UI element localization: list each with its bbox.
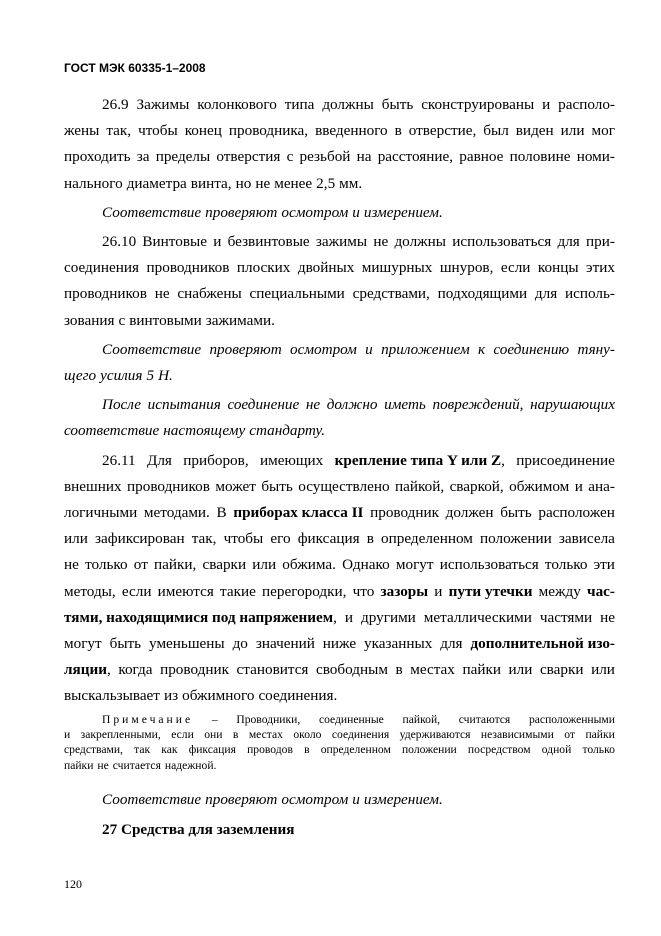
paragraph-26-10 xyxy=(64,229,615,334)
word: около xyxy=(293,728,322,742)
word: независимыми xyxy=(480,728,554,742)
word: определенном xyxy=(381,530,473,548)
text-line xyxy=(64,500,615,526)
text-line xyxy=(64,171,615,197)
word: пайки xyxy=(462,661,501,679)
word: не xyxy=(97,758,109,772)
word: как xyxy=(161,743,178,757)
word: должно xyxy=(326,396,378,414)
word: измерением. xyxy=(363,203,443,221)
word: мишурных xyxy=(361,259,433,277)
word: соединению xyxy=(493,340,570,358)
word: отверстия xyxy=(216,148,281,166)
word: быть xyxy=(500,504,532,522)
word: только xyxy=(582,743,615,757)
word: так, xyxy=(106,122,132,140)
word: отверстие, xyxy=(408,122,477,140)
word: значений xyxy=(255,635,315,653)
defined-term: час- xyxy=(587,582,615,600)
defined-term: приборах класса II xyxy=(233,504,364,522)
word: посредством xyxy=(467,743,531,757)
word: усилия xyxy=(100,367,143,385)
word: обжимного xyxy=(182,687,255,705)
text-line xyxy=(64,281,615,307)
word: конец xyxy=(184,122,222,140)
word: специальными xyxy=(249,285,345,303)
word: определенном xyxy=(320,743,391,757)
word: использоваться xyxy=(439,556,539,574)
word: или xyxy=(591,661,615,679)
word: металлическими xyxy=(423,608,532,626)
word: настоящему xyxy=(163,422,246,440)
word: обжима. xyxy=(282,556,336,574)
word: этих xyxy=(586,259,615,277)
word: для xyxy=(534,285,558,303)
word: ана- xyxy=(588,477,615,495)
word: методами. xyxy=(143,504,210,522)
text-line xyxy=(64,683,615,709)
word: зажимами. xyxy=(205,311,275,329)
word: имеющих xyxy=(260,451,324,469)
word: надежной. xyxy=(164,758,217,772)
word: уменьшены xyxy=(149,635,225,653)
word: соединенные xyxy=(318,712,384,726)
word: к xyxy=(478,340,486,358)
word: выскальзывает xyxy=(64,687,160,705)
word: В xyxy=(216,504,227,522)
word: от xyxy=(564,728,575,742)
word: тяну- xyxy=(577,340,615,358)
word: зафиксирован xyxy=(94,530,185,548)
punctuation: , xyxy=(501,451,505,469)
word: шнуров, xyxy=(439,259,494,277)
word: быть xyxy=(381,96,414,113)
word: не xyxy=(600,608,615,626)
word: осмотром xyxy=(281,203,349,221)
word: приложением xyxy=(381,340,470,358)
text-line xyxy=(64,144,615,170)
text-line xyxy=(64,255,615,281)
word: может xyxy=(215,477,256,495)
word: местах xyxy=(410,661,455,679)
text-line xyxy=(64,229,615,255)
word: частями xyxy=(539,608,593,626)
word: проверяют xyxy=(205,203,278,221)
text-line xyxy=(64,727,615,742)
word: 2,5 xyxy=(316,174,336,192)
word: для xyxy=(557,233,580,251)
word: или xyxy=(252,556,277,574)
word: свободным xyxy=(315,661,388,679)
word: исполь- xyxy=(565,285,615,303)
word: на xyxy=(356,148,372,166)
word: перегородки, xyxy=(262,582,347,600)
word: должны xyxy=(322,96,374,113)
word: пределы xyxy=(155,148,211,166)
word: имеются xyxy=(157,582,214,600)
word: положении xyxy=(480,530,552,548)
word: Зажимы xyxy=(136,96,190,113)
text-line xyxy=(64,200,615,226)
word: считаются xyxy=(458,712,511,726)
word: нарушающих xyxy=(530,396,615,414)
word: если xyxy=(121,582,152,600)
paragraph-26-11 xyxy=(64,448,615,710)
word: осмотром xyxy=(281,791,349,809)
text-line xyxy=(64,526,615,552)
document-body xyxy=(64,92,615,843)
word: использоваться xyxy=(452,233,552,251)
text-line xyxy=(64,712,615,727)
defined-term: крепление типа Y или Z xyxy=(334,451,502,469)
word: средствами, xyxy=(352,285,430,303)
word: Соответствие xyxy=(102,340,202,358)
word: обжимом xyxy=(509,477,570,495)
word: не xyxy=(255,174,271,192)
word: Соответствие xyxy=(102,203,202,221)
word: если xyxy=(171,728,194,742)
word: так xyxy=(134,743,151,757)
defined-term: зазоры xyxy=(380,582,429,600)
word: мог xyxy=(591,122,615,140)
word: и xyxy=(213,233,222,251)
text-line xyxy=(64,474,615,500)
punctuation: , xyxy=(107,661,111,679)
word: иметь xyxy=(384,396,426,414)
word: логичными xyxy=(64,504,138,522)
word: с xyxy=(286,148,294,166)
word: указанных xyxy=(364,635,433,653)
word: удерживаются xyxy=(399,728,471,742)
word: и xyxy=(574,477,583,495)
word: резьбой xyxy=(299,148,351,166)
word: мм. xyxy=(339,174,363,192)
word: сварки xyxy=(202,556,247,574)
word: плоских xyxy=(236,259,291,277)
word: его xyxy=(270,530,291,548)
word: фиксация xyxy=(297,530,360,548)
text-line xyxy=(64,363,615,389)
word: и xyxy=(434,582,443,600)
word: – xyxy=(211,712,218,726)
paragraph-26-9 xyxy=(64,92,615,197)
text-line xyxy=(64,742,615,757)
word: Однако xyxy=(342,556,390,574)
word: не xyxy=(64,556,79,574)
word: считается xyxy=(112,758,161,772)
word: 26.9 xyxy=(102,96,129,113)
word: становится xyxy=(236,661,309,679)
word: ниже xyxy=(322,635,357,653)
word: только xyxy=(85,556,128,574)
word: винта, xyxy=(190,174,232,192)
word: сваркой, xyxy=(449,477,504,495)
word: так, xyxy=(191,530,217,548)
word: или xyxy=(560,122,585,140)
word: когда xyxy=(118,661,153,679)
word: пайкой, xyxy=(402,712,441,726)
word: при- xyxy=(586,233,615,251)
word: могут xyxy=(395,556,434,574)
word: из xyxy=(163,687,179,705)
section-heading: 27 Средства для заземления xyxy=(102,820,295,838)
text-line xyxy=(64,579,615,605)
word: Винтовые xyxy=(142,233,207,251)
word: щего xyxy=(64,367,97,385)
word: местах xyxy=(248,728,283,742)
text-line xyxy=(64,118,615,144)
word: соединения. xyxy=(258,687,338,705)
word: Для xyxy=(146,451,172,469)
text-line xyxy=(64,392,615,418)
word: чтобы xyxy=(223,530,264,548)
word: концы xyxy=(537,259,579,277)
text-line xyxy=(64,758,615,773)
word: не xyxy=(305,396,321,414)
word: соединения xyxy=(64,259,140,277)
word: менее xyxy=(274,174,313,192)
word: жены xyxy=(64,122,100,140)
compliance-26-9 xyxy=(64,200,615,226)
word: могут xyxy=(64,635,102,653)
word: соответствие xyxy=(64,422,160,440)
word: расположенными xyxy=(528,712,615,726)
word: сварки xyxy=(539,661,584,679)
word: если xyxy=(500,259,531,277)
word: чтобы xyxy=(138,122,178,140)
word: что xyxy=(352,582,375,600)
word xyxy=(64,605,337,631)
word: проводников xyxy=(146,259,230,277)
word: быть xyxy=(261,477,293,495)
word: Соответствие xyxy=(102,791,202,809)
word: быть xyxy=(109,635,142,653)
word: диаметра xyxy=(126,174,187,192)
word: 26.10 xyxy=(102,233,137,251)
word: введенного xyxy=(315,122,388,140)
word: типа xyxy=(284,96,315,113)
word: и xyxy=(64,728,71,742)
word: зависела xyxy=(558,530,615,548)
word: пайки xyxy=(64,758,94,772)
word: пайки xyxy=(585,728,615,742)
word: пайки, xyxy=(154,556,197,574)
word: зования xyxy=(64,311,115,329)
word: проходить xyxy=(64,148,131,166)
word: располо- xyxy=(558,96,615,113)
word: После xyxy=(102,396,142,414)
word: безвинтовые xyxy=(227,233,310,251)
word: измерением. xyxy=(363,791,443,809)
text-line xyxy=(64,657,615,683)
word: для xyxy=(440,635,463,653)
word: колонкового xyxy=(197,96,277,113)
word: проводов xyxy=(247,743,293,757)
defined-term: пути утечки xyxy=(448,582,533,600)
word: и xyxy=(352,791,360,809)
text-line xyxy=(64,337,615,363)
word: от xyxy=(133,556,148,574)
word: в xyxy=(304,743,310,757)
word: одной xyxy=(541,743,572,757)
word: зажимы xyxy=(315,233,368,251)
defined-term: дополнительной изо- xyxy=(470,635,615,653)
text-line xyxy=(64,448,615,474)
word: до xyxy=(232,635,248,653)
word: Проводники, xyxy=(236,712,301,726)
word: с xyxy=(118,311,126,329)
word: и xyxy=(352,203,360,221)
word: проводник xyxy=(370,504,439,522)
word: винтовыми xyxy=(129,311,202,329)
word: и xyxy=(344,608,354,626)
word: методы, xyxy=(64,582,116,600)
compliance-26-10-a xyxy=(64,337,615,389)
word: половине xyxy=(509,148,571,166)
word: Н. xyxy=(158,367,173,385)
text-line xyxy=(64,631,615,657)
word: должен xyxy=(445,504,494,522)
word: не xyxy=(373,233,389,251)
word: виден xyxy=(515,122,554,140)
word: должны xyxy=(394,233,446,251)
note-label: Примечание xyxy=(102,712,194,726)
word: сконструированы xyxy=(421,96,535,113)
text-line xyxy=(64,605,615,631)
word: проводников xyxy=(64,285,147,303)
word: проводник xyxy=(160,661,229,679)
text-line xyxy=(64,552,615,578)
word: в xyxy=(394,122,402,140)
word: закрепленными, xyxy=(80,728,161,742)
text-line xyxy=(64,787,615,813)
page-number: 120 xyxy=(64,877,82,891)
word: снабжены xyxy=(177,285,242,303)
word xyxy=(64,657,111,683)
word: проверяют xyxy=(205,791,278,809)
word: в xyxy=(366,530,374,548)
word: внешних xyxy=(64,477,122,495)
word: номи- xyxy=(576,148,615,166)
word: расположен xyxy=(538,504,615,522)
document-header: ГОСТ МЭК 60335-1–2008 xyxy=(64,61,206,75)
text-line xyxy=(64,308,615,334)
word: и xyxy=(365,340,373,358)
punctuation: , xyxy=(333,608,337,626)
text-line xyxy=(64,418,615,444)
word: расстояние, xyxy=(377,148,454,166)
word: эти xyxy=(593,556,615,574)
word: и xyxy=(542,96,551,113)
word: только xyxy=(544,556,588,574)
word: в xyxy=(232,728,239,742)
word: повреждений, xyxy=(432,396,524,414)
word: соединение xyxy=(227,396,300,414)
word: средствами, xyxy=(64,743,123,757)
word: подходящими xyxy=(437,285,528,303)
word: за xyxy=(136,148,150,166)
word: был xyxy=(483,122,509,140)
word: фиксация xyxy=(188,743,236,757)
word: нального xyxy=(64,174,123,192)
word: или xyxy=(508,661,533,679)
word: другими xyxy=(361,608,416,626)
word: пайкой, xyxy=(395,477,445,495)
word: 26.11 xyxy=(102,451,136,469)
defined-term: тями, находящимися под напряжением xyxy=(64,608,334,626)
word: они xyxy=(204,728,223,742)
note-block xyxy=(64,712,615,774)
word: проводников xyxy=(127,477,210,495)
word: но xyxy=(235,174,252,192)
word: проверяют xyxy=(209,340,282,358)
word: такие xyxy=(220,582,256,600)
word: положении xyxy=(401,743,457,757)
word: проводника, xyxy=(228,122,309,140)
compliance-26-11 xyxy=(64,787,615,813)
word: осуществлено xyxy=(298,477,390,495)
word: испытания xyxy=(147,396,221,414)
word xyxy=(335,448,505,474)
word: стандарту. xyxy=(249,422,326,440)
word: приборов, xyxy=(183,451,249,469)
word: двойных xyxy=(297,259,355,277)
word: между xyxy=(538,582,581,600)
word: или xyxy=(64,530,88,548)
word: присоединение xyxy=(516,451,615,469)
word: в xyxy=(395,661,403,679)
text-line xyxy=(64,92,615,118)
word: 5 xyxy=(146,367,155,385)
word: не xyxy=(154,285,170,303)
word: равное xyxy=(459,148,504,166)
compliance-26-10-b xyxy=(64,392,615,444)
word: осмотром xyxy=(289,340,357,358)
defined-term: ляции xyxy=(64,661,107,679)
word: соединения xyxy=(331,728,390,742)
